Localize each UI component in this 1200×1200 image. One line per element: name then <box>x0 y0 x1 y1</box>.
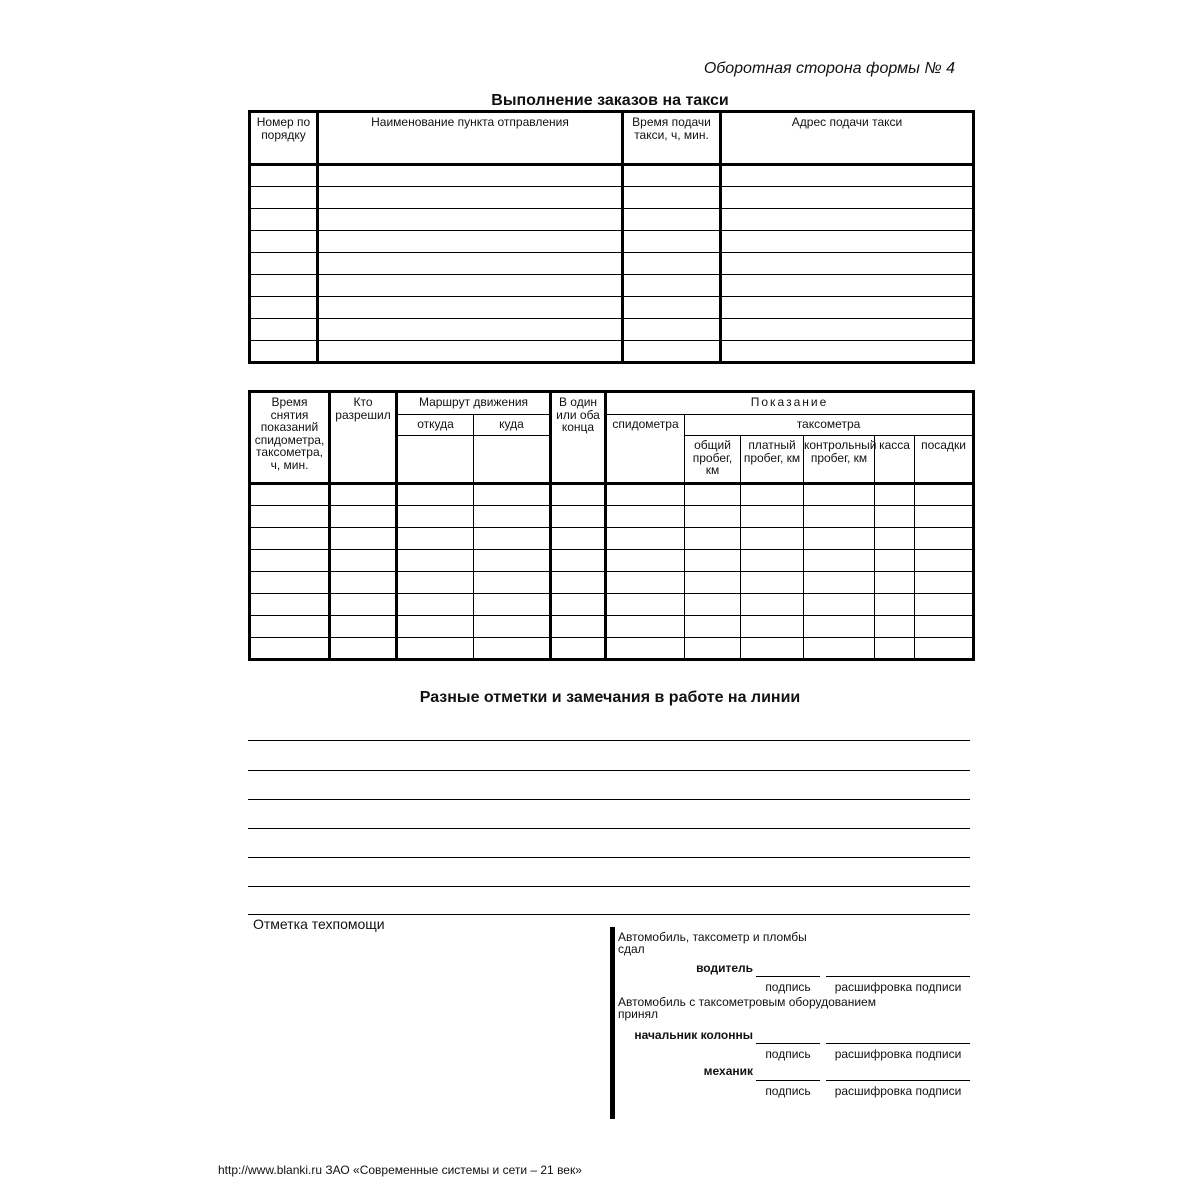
readings-table-cell[interactable] <box>915 616 974 638</box>
readings-table-cell[interactable] <box>685 616 741 638</box>
readings-table-cell[interactable] <box>875 528 915 550</box>
notes-line[interactable] <box>248 914 970 915</box>
readings-table-cell[interactable] <box>685 484 741 506</box>
col-boardings: посадки <box>915 436 974 484</box>
orders-table-cell[interactable] <box>250 297 318 319</box>
signature-caption: подпись <box>765 1084 811 1098</box>
readings-table-cell[interactable] <box>685 506 741 528</box>
handover-handed-text: Автомобиль, таксометр и пломбы сдал <box>618 930 807 956</box>
orders-table-header <box>250 112 974 165</box>
readings-table-cell[interactable] <box>685 638 741 660</box>
col-paid-mileage: платный пробег, км <box>741 436 804 484</box>
readings-table-cell[interactable] <box>741 616 804 638</box>
orders-table-cell[interactable] <box>250 165 318 187</box>
orders-table-cell[interactable] <box>318 319 623 341</box>
col-route: Маршрут движения <box>397 392 551 415</box>
orders-table-cell[interactable] <box>318 209 623 231</box>
column-chief-signature-line[interactable] <box>756 1043 820 1044</box>
readings-table-cell[interactable] <box>474 638 551 660</box>
readings-table-cell[interactable] <box>250 616 330 638</box>
mechanic-decoding-line[interactable] <box>826 1080 970 1081</box>
readings-table-cell[interactable] <box>606 484 685 506</box>
readings-table-cell[interactable] <box>915 528 974 550</box>
readings-table-cell[interactable] <box>551 594 606 616</box>
readings-table-cell[interactable] <box>330 616 397 638</box>
orders-table-row <box>250 341 974 363</box>
readings-table-cell[interactable] <box>915 506 974 528</box>
orders-table-cell[interactable] <box>721 275 974 297</box>
readings-table-cell[interactable] <box>741 638 804 660</box>
readings-table-row <box>250 484 974 506</box>
orders-table <box>248 110 975 364</box>
orders-table-cell[interactable] <box>250 231 318 253</box>
decoding-caption: расшифровка подписи <box>834 1084 962 1098</box>
orders-table-cell[interactable] <box>250 209 318 231</box>
orders-table-cell[interactable] <box>318 297 623 319</box>
readings-table-cell[interactable] <box>875 638 915 660</box>
decoding-caption: расшифровка подписи <box>834 1047 962 1061</box>
readings-table-cell[interactable] <box>804 528 875 550</box>
orders-table-cell[interactable] <box>250 253 318 275</box>
readings-table-row <box>250 638 974 660</box>
readings-table-cell[interactable] <box>606 638 685 660</box>
readings-table-cell[interactable] <box>250 638 330 660</box>
driver-label: водитель <box>696 961 753 975</box>
col-route-from: откуда <box>397 415 474 436</box>
driver-signature-line[interactable] <box>756 976 820 977</box>
readings-table-cell[interactable] <box>915 550 974 572</box>
section-divider <box>610 927 615 1119</box>
readings-table-cell[interactable] <box>551 572 606 594</box>
readings-table-row <box>250 616 974 638</box>
orders-table-title: Выполнение заказов на такси <box>491 92 729 109</box>
orders-table-cell[interactable] <box>721 341 974 363</box>
footer: http://www.blanki.ru ЗАО «Современные системы и сети – 21 век» <box>218 1163 582 1177</box>
mechanic-label: механик <box>703 1064 753 1078</box>
form-reference: Оборотная сторона формы № 4 <box>703 60 955 77</box>
readings-table-cell[interactable] <box>551 638 606 660</box>
orders-table-cell[interactable] <box>250 187 318 209</box>
orders-table-row <box>250 319 974 341</box>
readings-table-cell[interactable] <box>474 528 551 550</box>
orders-table-cell[interactable] <box>318 253 623 275</box>
col-supply-time: Время подачи такси, ч, мин. <box>623 112 721 165</box>
notes-line[interactable] <box>248 828 970 829</box>
readings-table-cell[interactable] <box>606 594 685 616</box>
readings-table-cell[interactable] <box>397 616 474 638</box>
orders-table-row <box>250 253 974 275</box>
notes-line[interactable] <box>248 886 970 887</box>
readings-table-row <box>250 572 974 594</box>
orders-table-cell[interactable] <box>318 275 623 297</box>
col-total-mileage: общий пробег, км <box>685 436 741 484</box>
readings-table-cell[interactable] <box>330 638 397 660</box>
readings-table-cell[interactable] <box>397 594 474 616</box>
readings-table-cell[interactable] <box>915 484 974 506</box>
orders-table-cell[interactable] <box>623 209 721 231</box>
orders-table-cell[interactable] <box>623 187 721 209</box>
readings-table-cell[interactable] <box>875 506 915 528</box>
readings-table-cell[interactable] <box>330 550 397 572</box>
column-chief-label: начальник колонны <box>634 1028 753 1042</box>
col-readings: Показание <box>606 392 974 415</box>
readings-table-cell[interactable] <box>875 550 915 572</box>
col-order-number: Номер по порядку <box>250 112 318 165</box>
readings-table-cell[interactable] <box>804 594 875 616</box>
readings-table-cell[interactable] <box>741 572 804 594</box>
readings-table-cell[interactable] <box>741 550 804 572</box>
readings-table-cell[interactable] <box>551 528 606 550</box>
readings-table-cell[interactable] <box>606 616 685 638</box>
readings-table-cell[interactable] <box>741 506 804 528</box>
readings-table-cell[interactable] <box>804 638 875 660</box>
col-route-from-blank <box>397 436 474 484</box>
orders-table-cell[interactable] <box>721 319 974 341</box>
decoding-caption: расшифровка подписи <box>834 980 962 994</box>
readings-table-row <box>250 528 974 550</box>
orders-table-cell[interactable] <box>623 253 721 275</box>
orders-table-cell[interactable] <box>721 231 974 253</box>
readings-table-cell[interactable] <box>397 528 474 550</box>
readings-table-cell[interactable] <box>397 572 474 594</box>
readings-table-cell[interactable] <box>741 484 804 506</box>
readings-table-cell[interactable] <box>915 638 974 660</box>
col-one-way-or-both: В один или оба конца <box>551 392 606 484</box>
orders-table-row <box>250 165 974 187</box>
readings-table-cell[interactable] <box>474 550 551 572</box>
readings-table-cell[interactable] <box>804 484 875 506</box>
notes-title: Разные отметки и замечания в работе на линии <box>419 689 801 706</box>
col-control-mileage: контрольный пробег, км <box>804 436 875 484</box>
orders-table-cell[interactable] <box>318 341 623 363</box>
readings-table-cell[interactable] <box>685 550 741 572</box>
orders-table-cell[interactable] <box>318 231 623 253</box>
notes-line[interactable] <box>248 770 970 771</box>
orders-table-cell[interactable] <box>318 187 623 209</box>
driver-decoding-line[interactable] <box>826 976 970 977</box>
orders-table-cell[interactable] <box>250 319 318 341</box>
col-cash: касса <box>875 436 915 484</box>
orders-table-cell[interactable] <box>623 275 721 297</box>
orders-table-cell[interactable] <box>623 297 721 319</box>
readings-table-cell[interactable] <box>551 506 606 528</box>
readings-table-cell[interactable] <box>330 572 397 594</box>
readings-table-cell[interactable] <box>250 484 330 506</box>
readings-table-cell[interactable] <box>875 484 915 506</box>
readings-table-cell[interactable] <box>330 528 397 550</box>
orders-table-cell[interactable] <box>623 231 721 253</box>
readings-table-row <box>250 550 974 572</box>
readings-table-cell[interactable] <box>551 616 606 638</box>
handover-received-text: Автомобиль с таксометровым оборудованием принял <box>618 995 876 1021</box>
readings-table-cell[interactable] <box>685 572 741 594</box>
readings-table-cell[interactable] <box>397 638 474 660</box>
orders-table-row <box>250 231 974 253</box>
readings-table-cell[interactable] <box>875 594 915 616</box>
readings-table-row <box>250 506 974 528</box>
readings-table-cell[interactable] <box>250 572 330 594</box>
readings-table-cell[interactable] <box>397 506 474 528</box>
orders-table-row <box>250 187 974 209</box>
orders-table-cell[interactable] <box>721 209 974 231</box>
readings-table-cell[interactable] <box>474 594 551 616</box>
readings-table-cell[interactable] <box>875 616 915 638</box>
readings-table-cell[interactable] <box>250 550 330 572</box>
readings-table-cell[interactable] <box>804 506 875 528</box>
col-route-to-blank <box>474 436 551 484</box>
orders-table-cell[interactable] <box>250 275 318 297</box>
readings-table-cell[interactable] <box>915 594 974 616</box>
readings-table-cell[interactable] <box>250 506 330 528</box>
orders-table-cell[interactable] <box>250 341 318 363</box>
readings-table-cell[interactable] <box>804 550 875 572</box>
tech-help-label: Отметка техпомощи <box>253 916 385 932</box>
readings-table-cell[interactable] <box>474 616 551 638</box>
readings-table-cell[interactable] <box>330 506 397 528</box>
col-departure-point: Наименование пункта отправления <box>318 112 623 165</box>
readings-table-cell[interactable] <box>741 528 804 550</box>
readings-table-cell[interactable] <box>397 550 474 572</box>
notes-line[interactable] <box>248 857 970 858</box>
orders-table-cell[interactable] <box>721 297 974 319</box>
signature-caption: подпись <box>765 980 811 994</box>
readings-table-cell[interactable] <box>551 484 606 506</box>
readings-table-cell[interactable] <box>685 594 741 616</box>
orders-table-row <box>250 209 974 231</box>
col-route-to: куда <box>474 415 551 436</box>
orders-table-row <box>250 297 974 319</box>
orders-table-cell[interactable] <box>721 187 974 209</box>
readings-table-cell[interactable] <box>606 550 685 572</box>
readings-table-cell[interactable] <box>250 594 330 616</box>
readings-table-row <box>250 594 974 616</box>
readings-table-cell[interactable] <box>474 506 551 528</box>
col-speedometer: спидометра <box>606 415 685 484</box>
readings-table-cell[interactable] <box>606 528 685 550</box>
readings-table-cell[interactable] <box>474 484 551 506</box>
orders-table-cell[interactable] <box>623 165 721 187</box>
col-supply-address: Адрес подачи такси <box>721 112 974 165</box>
mechanic-signature-line[interactable] <box>756 1080 820 1081</box>
orders-table-cell[interactable] <box>721 165 974 187</box>
orders-table-cell[interactable] <box>623 319 721 341</box>
orders-table-cell[interactable] <box>318 165 623 187</box>
orders-table-cell[interactable] <box>623 341 721 363</box>
readings-table-cell[interactable] <box>685 528 741 550</box>
column-chief-decoding-line[interactable] <box>826 1043 970 1044</box>
readings-table-cell[interactable] <box>551 550 606 572</box>
col-who-allowed: Кто разрешил <box>330 392 397 484</box>
readings-table-cell[interactable] <box>474 572 551 594</box>
signature-caption: подпись <box>765 1047 811 1061</box>
readings-table-cell[interactable] <box>804 572 875 594</box>
readings-table-cell[interactable] <box>397 484 474 506</box>
readings-table-cell[interactable] <box>250 528 330 550</box>
notes-line[interactable] <box>248 740 970 741</box>
orders-table-cell[interactable] <box>721 253 974 275</box>
orders-table-row <box>250 275 974 297</box>
readings-table-cell[interactable] <box>330 484 397 506</box>
readings-table-cell[interactable] <box>804 616 875 638</box>
readings-table-cell[interactable] <box>606 506 685 528</box>
readings-table-cell[interactable] <box>330 594 397 616</box>
col-time-removal: Время снятия показаний спидометра, таксометра, ч, мин. <box>250 392 330 484</box>
readings-table-cell[interactable] <box>606 572 685 594</box>
col-taximeter: таксометра <box>685 415 974 436</box>
readings-table-cell[interactable] <box>875 572 915 594</box>
notes-line[interactable] <box>248 799 970 800</box>
readings-table-cell[interactable] <box>915 572 974 594</box>
readings-table-cell[interactable] <box>741 594 804 616</box>
readings-table <box>248 390 975 661</box>
